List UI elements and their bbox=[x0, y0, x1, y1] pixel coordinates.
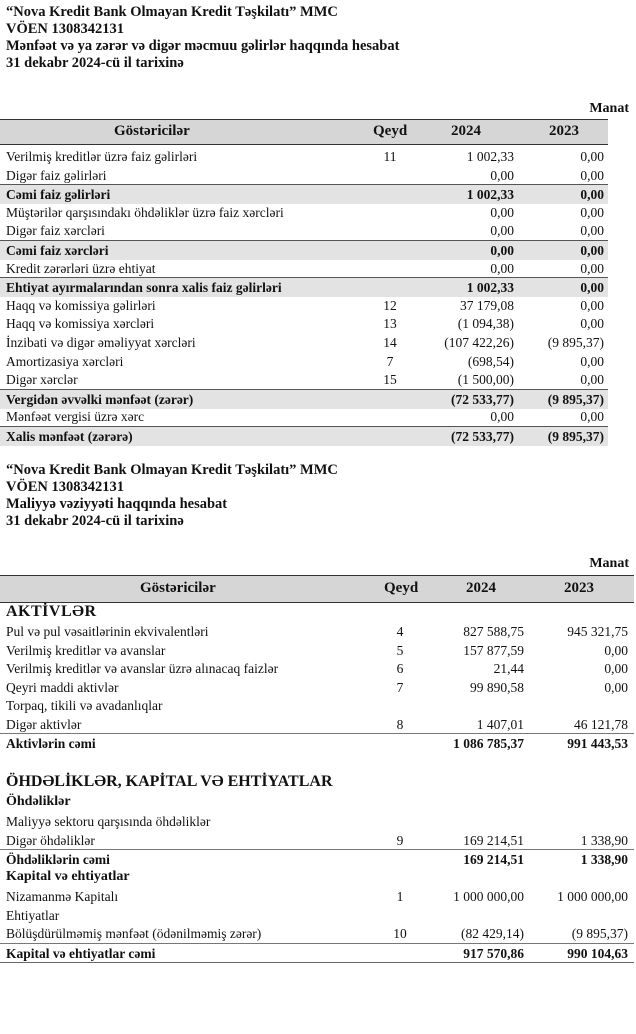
value-2023: (9 895,37) bbox=[547, 335, 604, 350]
table-row bbox=[0, 812, 634, 831]
table-row bbox=[0, 240, 608, 260]
value-2024: (72 533,77) bbox=[451, 391, 514, 407]
tax-id: VÖEN 1308342131 bbox=[6, 21, 125, 37]
row-note: 10 bbox=[393, 926, 407, 941]
row-label: Xalis mənfəət (zərərə) bbox=[6, 429, 133, 444]
row-note: 15 bbox=[383, 372, 397, 388]
value-2024: 169 214,51 bbox=[463, 832, 524, 848]
row-note: 4 bbox=[396, 624, 404, 639]
value-2024: 0,00 bbox=[490, 243, 514, 258]
row-label: Qeyri maddi aktivlər bbox=[6, 679, 119, 695]
value-2024: 1 002,33 bbox=[466, 149, 514, 164]
value-2024: 169 214,51 bbox=[463, 852, 524, 867]
table-header bbox=[0, 119, 608, 145]
col-2023: 2023 bbox=[549, 123, 579, 139]
value-2023: 0,00 bbox=[580, 204, 604, 220]
value-2024: 827 588,75 bbox=[463, 624, 524, 639]
report1-header bbox=[6, 4, 399, 72]
row-note: 7 bbox=[396, 679, 404, 695]
value-2023: 0,00 bbox=[580, 260, 604, 276]
row-label: Digər öhdəliklər bbox=[6, 832, 95, 848]
table-row bbox=[0, 733, 634, 753]
row-label: Digər faiz xərcləri bbox=[6, 223, 105, 239]
row-label: Ehtiyatlar bbox=[6, 907, 60, 923]
value-2023: 990 104,63 bbox=[567, 945, 628, 961]
value-2023: 0,00 bbox=[580, 297, 604, 313]
value-2024: 1 002,33 bbox=[466, 280, 514, 296]
value-2024: 21,44 bbox=[493, 661, 524, 676]
equity-subtitle: Kapital və ehtiyatlar bbox=[6, 869, 130, 884]
table-row bbox=[0, 849, 634, 869]
row-label: Torpaq, tikili və avadanlıqlar bbox=[6, 698, 163, 713]
table-row bbox=[0, 887, 634, 906]
value-2023: 0,00 bbox=[604, 661, 628, 676]
row-label: Verilmiş kreditlər və avanslar üzrə alınacaq faizlər bbox=[6, 661, 279, 676]
row-note: 9 bbox=[396, 832, 404, 848]
value-2023: 0,00 bbox=[604, 642, 628, 658]
value-2024: (82 429,14) bbox=[461, 926, 524, 941]
table-header bbox=[0, 575, 634, 603]
row-label: Pul və pul vəsaitlərinin ekvivalentləri bbox=[6, 624, 209, 639]
currency-label: Manat bbox=[589, 556, 629, 571]
value-2024: 0,00 bbox=[490, 204, 514, 220]
row-label: Aktivlərin cəmi bbox=[6, 736, 96, 751]
table-bottom-line bbox=[0, 962, 634, 963]
row-label: Cəmi faiz gəlirləri bbox=[6, 187, 111, 203]
value-2023: 0,00 bbox=[580, 409, 604, 425]
row-note: 14 bbox=[383, 335, 397, 350]
row-label: Kredit zərərləri üzrə ehtiyat bbox=[6, 260, 156, 276]
col-2023: 2023 bbox=[564, 580, 594, 596]
table-row bbox=[0, 166, 608, 185]
value-2023: 0,00 bbox=[580, 372, 604, 388]
value-2023: (9 895,37) bbox=[547, 391, 604, 407]
table-row bbox=[0, 184, 608, 204]
tax-id: VÖEN 1308342131 bbox=[6, 479, 125, 495]
value-2024: 0,00 bbox=[490, 167, 514, 183]
value-2023: 0,00 bbox=[580, 223, 604, 239]
value-2024: (72 533,77) bbox=[451, 429, 514, 444]
value-2024: (1 500,00) bbox=[457, 372, 514, 388]
value-2023: 0,00 bbox=[580, 280, 604, 296]
value-2023: 0,00 bbox=[580, 149, 604, 164]
company-name: “Nova Kredit Bank Olmayan Kredit Təşkilatı” MMC bbox=[6, 462, 338, 478]
row-label: Verilmiş kreditlər və avanslar bbox=[6, 642, 166, 658]
report2-header bbox=[6, 462, 338, 530]
row-label: Müştərilər qarşısındakı öhdəliklər üzrə faiz xərcləri bbox=[6, 204, 284, 220]
table-row bbox=[0, 678, 634, 697]
value-2024: (107 422,26) bbox=[444, 335, 514, 350]
row-label: Digər faiz gəlirləri bbox=[6, 167, 107, 183]
table-row bbox=[0, 715, 634, 734]
value-2023: 991 443,53 bbox=[567, 736, 628, 751]
col-note: Qeyd bbox=[384, 580, 419, 596]
row-label: Cəmi faiz xərcləri bbox=[6, 243, 109, 258]
row-label: Amortizasiya xərcləri bbox=[6, 353, 124, 369]
table-row bbox=[0, 370, 608, 389]
value-2023: (9 895,37) bbox=[547, 429, 604, 444]
value-2024: 1 002,33 bbox=[466, 187, 514, 203]
value-2023: 1 338,90 bbox=[580, 852, 628, 867]
table-row bbox=[0, 924, 634, 943]
table-row bbox=[0, 277, 608, 297]
value-2023: 0,00 bbox=[580, 243, 604, 258]
row-label: Haqq və komissiya gəlirləri bbox=[6, 297, 156, 313]
row-label: Digər xərclər bbox=[6, 372, 78, 388]
liabilities-subtitle: Öhdəliklər bbox=[6, 794, 71, 809]
row-label: Maliyyə sektoru qarşısında öhdəliklər bbox=[6, 814, 211, 829]
table-row bbox=[0, 203, 608, 222]
row-label: İnzibati və digər əməliyyat xərcləri bbox=[6, 335, 196, 350]
value-2024: 99 890,58 bbox=[470, 679, 524, 695]
value-2023: 0,00 bbox=[580, 353, 604, 369]
col-indicator: Göstəricilər bbox=[114, 123, 190, 139]
table-row bbox=[0, 831, 634, 850]
table-row bbox=[0, 352, 608, 371]
liabilities-title: ÖHDƏLİKLƏR, KAPİTAL VƏ EHTİYATLAR bbox=[6, 773, 333, 790]
report-title: Mənfəət və ya zərər və digər məcmuu gəlirlər haqqında hesabat bbox=[6, 38, 400, 54]
value-2024: 0,00 bbox=[490, 260, 514, 276]
value-2024: (1 094,38) bbox=[457, 316, 514, 332]
row-label: Öhdəliklərin cəmi bbox=[6, 852, 110, 867]
value-2024: 0,00 bbox=[490, 223, 514, 239]
table-row bbox=[0, 389, 608, 409]
value-2024: 917 570,86 bbox=[463, 945, 524, 961]
row-note: 11 bbox=[383, 149, 397, 164]
value-2023: 1 338,90 bbox=[580, 832, 628, 848]
row-label: Bölüşdürülməmiş mənfəət (ödənilməmiş zərər) bbox=[6, 926, 262, 941]
table-row bbox=[0, 659, 634, 678]
row-note: 6 bbox=[396, 661, 404, 676]
row-note: 1 bbox=[396, 889, 404, 904]
value-2023: 0,00 bbox=[580, 187, 604, 203]
value-2024: 1 086 785,37 bbox=[453, 736, 524, 751]
value-2023: 1 000 000,00 bbox=[557, 889, 628, 904]
report-date: 31 dekabr 2024-cü il tarixinə bbox=[6, 513, 184, 529]
value-2024: 1 407,01 bbox=[476, 716, 524, 732]
table-row bbox=[0, 314, 608, 333]
row-label: Ehtiyat ayırmalarından sonra xalis faiz gəlirləri bbox=[6, 280, 282, 296]
row-note: 12 bbox=[383, 297, 397, 313]
row-note: 8 bbox=[396, 716, 404, 732]
table-row bbox=[0, 622, 634, 641]
value-2024: 0,00 bbox=[490, 409, 514, 425]
value-2023: 0,00 bbox=[604, 679, 628, 695]
report-title: Maliyyə vəziyyəti haqqında hesabat bbox=[6, 496, 228, 512]
assets-title: AKTİVLƏR bbox=[6, 603, 97, 620]
value-2023: 0,00 bbox=[580, 167, 604, 183]
row-label: Kapital və ehtiyatlar cəmi bbox=[6, 945, 156, 961]
value-2024: 157 877,59 bbox=[463, 642, 524, 658]
row-label: Mənfəət vergisi üzrə xərc bbox=[6, 409, 145, 425]
col-2024: 2024 bbox=[466, 580, 496, 596]
table-row bbox=[0, 333, 608, 352]
value-2023: 945 321,75 bbox=[567, 624, 628, 639]
table-row bbox=[0, 943, 634, 963]
table-row bbox=[0, 696, 634, 715]
value-2024: 37 179,08 bbox=[460, 297, 514, 313]
row-label: Nizamanmə Kapitalı bbox=[6, 889, 119, 904]
table-row bbox=[0, 221, 608, 240]
company-name: “Nova Kredit Bank Olmayan Kredit Təşkilatı” MMC bbox=[6, 4, 338, 20]
value-2023: 46 121,78 bbox=[574, 716, 628, 732]
table-row bbox=[0, 296, 608, 315]
value-2024: 1 000 000,00 bbox=[453, 889, 524, 904]
col-2024: 2024 bbox=[451, 123, 481, 139]
row-note: 13 bbox=[383, 316, 397, 332]
value-2023: 0,00 bbox=[580, 316, 604, 332]
report-date: 31 dekabr 2024-cü il tarixinə bbox=[6, 55, 184, 71]
table-row bbox=[0, 407, 608, 426]
row-note: 5 bbox=[396, 642, 404, 658]
row-label: Digər aktivlər bbox=[6, 716, 82, 732]
currency-label: Manat bbox=[589, 101, 629, 116]
row-label: Verilmiş kreditlər üzrə faiz gəlirləri bbox=[6, 149, 198, 164]
row-label: Vergidən əvvəlki mənfəət (zərər) bbox=[6, 391, 194, 407]
table-row bbox=[0, 147, 608, 166]
value-2023: (9 895,37) bbox=[571, 926, 628, 941]
row-label: Haqq və komissiya xərcləri bbox=[6, 316, 155, 332]
table-row bbox=[0, 906, 634, 925]
col-note: Qeyd bbox=[373, 123, 408, 139]
table-row bbox=[0, 641, 634, 660]
col-indicator: Göstəricilər bbox=[140, 580, 216, 596]
table-row bbox=[0, 259, 608, 278]
table-row bbox=[0, 426, 608, 446]
value-2024: (698,54) bbox=[467, 353, 514, 369]
row-note: 7 bbox=[386, 353, 394, 369]
